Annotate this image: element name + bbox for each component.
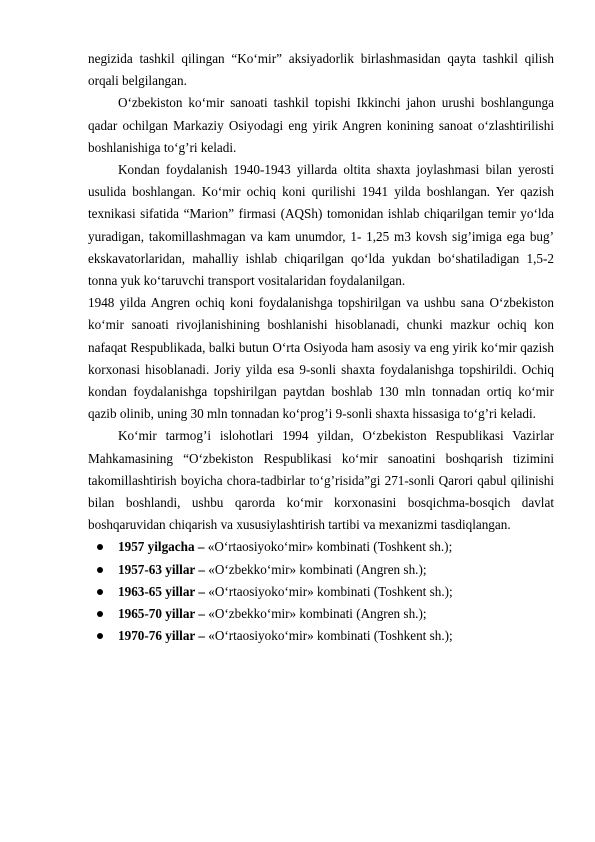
bullet-icon [97, 544, 103, 550]
list-item-year: 1970-76 yillar – [118, 628, 205, 644]
list-item [88, 603, 554, 625]
paragraph-2: O‘zbekiston ko‘mir sanoati tashkil topishi Ikkinchi jahon urushi boshlangunga qadar ochilgan Markaziy Osiyodagi eng yirik Angren konining sanoat o‘zlashtirilishi boshlanishiga to‘g’ri keladi. [88, 95, 554, 155]
paragraph-5: Ko‘mir tarmog’i islohotlari 1994 yildan, O‘zbekiston Respublikasi Vazirlar Mahkamasining “O‘zbekiston Respublikasi ko‘mir sanoatini boshqarish tizimini takomillashtirish boyicha chora-tadbirlar to‘g’risida”gi 271-sonli Qarori qabul qilinishi bilan boshlandi, ushbu qarorda ko‘mir korxonasini bosqichma-bosqich davlat boshqaruvidan chiqarish va xususiylashtirish tartibi va mexanizmi tasdiqlangan. [88, 428, 554, 533]
list-item-year: 1963-65 yillar – [118, 583, 205, 599]
list-item [88, 581, 554, 603]
paragraph-1: negizida tashkil qilingan “Ko‘mir” aksiyadorlik birlashmasidan qayta tashkil qilish orqali belgilangan. [88, 51, 554, 89]
document-page [88, 48, 554, 647]
list-item [88, 536, 554, 558]
list-item [88, 625, 554, 647]
list-item-year: 1965-70 yillar – [118, 606, 205, 622]
list-item-text: «O‘rtaosiyoko‘mir» kombinati (Toshkent sh.); [204, 583, 453, 599]
list-item-text: «O‘zbekko‘mir» kombinati (Angren sh.); [204, 561, 427, 577]
paragraph-4: 1948 yilda Angren ochiq koni foydalanishga topshirilgan va ushbu sana O‘zbekiston ko‘mir sanoati rivojlanishining boshlanishi hisoblanadi, chunki mazkur ochiq kon nafaqat Respublikada, balki butun O‘rta Osiyoda ham asosiy va eng yirik ko‘mir qazish korxonasi hisoblanadi. Joriy yilda esa 9-sonli shaxta foydalanishga topshirildi. Ochiq kondan foydalanishga topshirilgan paytdan boshlab 130 mln tonnadan ortiq ko‘mir qazib olinib, uning 30 mln tonnadan ko‘prog’i 9-sonli shaxta hissasiga to‘g’ri keladi. [88, 295, 554, 422]
list-item-year: 1957-63 yillar – [118, 561, 205, 577]
bullet-icon [97, 611, 103, 617]
bullet-icon [97, 633, 103, 639]
bullet-icon [97, 567, 103, 573]
list-item-text: «O‘rtaosiyoko‘mir» kombinati (Toshkent sh.); [204, 628, 453, 644]
bullet-icon [97, 589, 103, 595]
list-item [88, 559, 554, 581]
list-item-year: 1957 yilgacha – [118, 539, 205, 555]
paragraph-3: Kondan foydalanish 1940-1943 yillarda oltita shaxta joylashmasi bilan yerosti usulida boshlangan. Ko‘mir ochiq koni qurilishi 1941 yilda boshlangan. Yer qazish texnikasi sifatida “Marion” firmasi (AQSh) tomonidan ishlab chiqarilgan temir yo‘lda yuradigan, takomillashmagan va kam unumdor, 1- 1,25 m3 kovsh sig’imiga ega bug’ ekskavatorlaridan, mahalliy ishlab chiqarilgan qo‘lda yukdan bo‘shatiladigan 1,5-2 tonna yuk ko‘taruvchi transport vositalaridan foydalanilgan. [88, 162, 554, 289]
list-item-text: «O‘rtaosiyoko‘mir» kombinati (Toshkent sh.); [204, 539, 453, 555]
list-item-text: «O‘zbekko‘mir» kombinati (Angren sh.); [204, 606, 427, 622]
timeline-list [88, 536, 554, 647]
